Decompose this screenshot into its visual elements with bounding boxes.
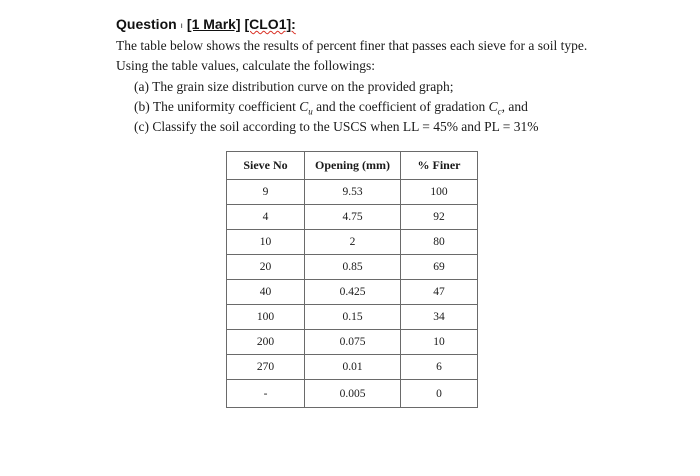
sieve-no-cell: 200: [227, 330, 305, 355]
sieve-no-cell: 10: [227, 230, 305, 255]
table-row: [227, 305, 478, 330]
part-b-prefix: (b) The uniformity coefficient: [134, 99, 300, 114]
percent-finer-cell: 10: [401, 330, 478, 355]
table-row: [227, 255, 478, 280]
table-row: [227, 380, 478, 408]
table-row: [227, 180, 478, 205]
percent-finer-cell: 0: [401, 380, 478, 408]
sieve-no-cell: 40: [227, 280, 305, 305]
table-row: [227, 230, 478, 255]
sieve-no-cell: 270: [227, 355, 305, 380]
percent-finer-cell: 69: [401, 255, 478, 280]
table-row: [227, 280, 478, 305]
question-marks: [1 Mark]: [186, 16, 241, 32]
table-row: [227, 355, 478, 380]
cc-symbol: C: [488, 99, 498, 114]
sieve-no-cell: 9: [227, 180, 305, 205]
question-heading: [116, 16, 296, 32]
opening-cell: 0.85: [305, 255, 401, 280]
header-sieve-no: Sieve No: [227, 152, 305, 180]
opening-cell: 0.075: [305, 330, 401, 355]
cu-symbol: C: [299, 99, 309, 114]
part-b-mid: and the coefficient of gradation: [312, 99, 489, 114]
percent-finer-cell: 80: [401, 230, 478, 255]
percent-finer-cell: 92: [401, 205, 478, 230]
part-c: (c) Classify the soil according to the USCS when LL = 45% and PL = 31%: [134, 119, 539, 134]
cc-subscript: c: [497, 106, 502, 117]
header-percent-finer: % Finer: [401, 152, 478, 180]
percent-finer-cell: 100: [401, 180, 478, 205]
intro-line-2: Using the table values, calculate the followings:: [116, 58, 376, 73]
part-b: [134, 99, 528, 117]
opening-cell: 0.01: [305, 355, 401, 380]
question-clo: [CLO1]:: [244, 16, 296, 32]
opening-cell: 2: [305, 230, 401, 255]
percent-finer-cell: 47: [401, 280, 478, 305]
intro-line-1: The table below shows the results of percent finer that passes each sieve for a soil type.: [116, 38, 588, 53]
part-b-suffix: , and: [501, 99, 528, 114]
cu-subscript: u: [308, 106, 313, 117]
table-header-row: [227, 152, 478, 180]
sieve-no-cell: 20: [227, 255, 305, 280]
question-label: Question: [116, 16, 177, 32]
question-separator: ı: [180, 20, 183, 30]
opening-cell: 0.15: [305, 305, 401, 330]
sieve-table: [226, 151, 478, 408]
part-a: (a) The grain size distribution curve on the provided graph;: [134, 79, 454, 94]
opening-cell: 4.75: [305, 205, 401, 230]
opening-cell: 9.53: [305, 180, 401, 205]
percent-finer-cell: 6: [401, 355, 478, 380]
table-row: [227, 205, 478, 230]
opening-cell: 0.425: [305, 280, 401, 305]
table-row: [227, 330, 478, 355]
percent-finer-cell: 34: [401, 305, 478, 330]
sieve-no-cell: -: [227, 380, 305, 408]
opening-cell: 0.005: [305, 380, 401, 408]
sieve-no-cell: 100: [227, 305, 305, 330]
header-opening: Opening (mm): [305, 152, 401, 180]
sieve-no-cell: 4: [227, 205, 305, 230]
